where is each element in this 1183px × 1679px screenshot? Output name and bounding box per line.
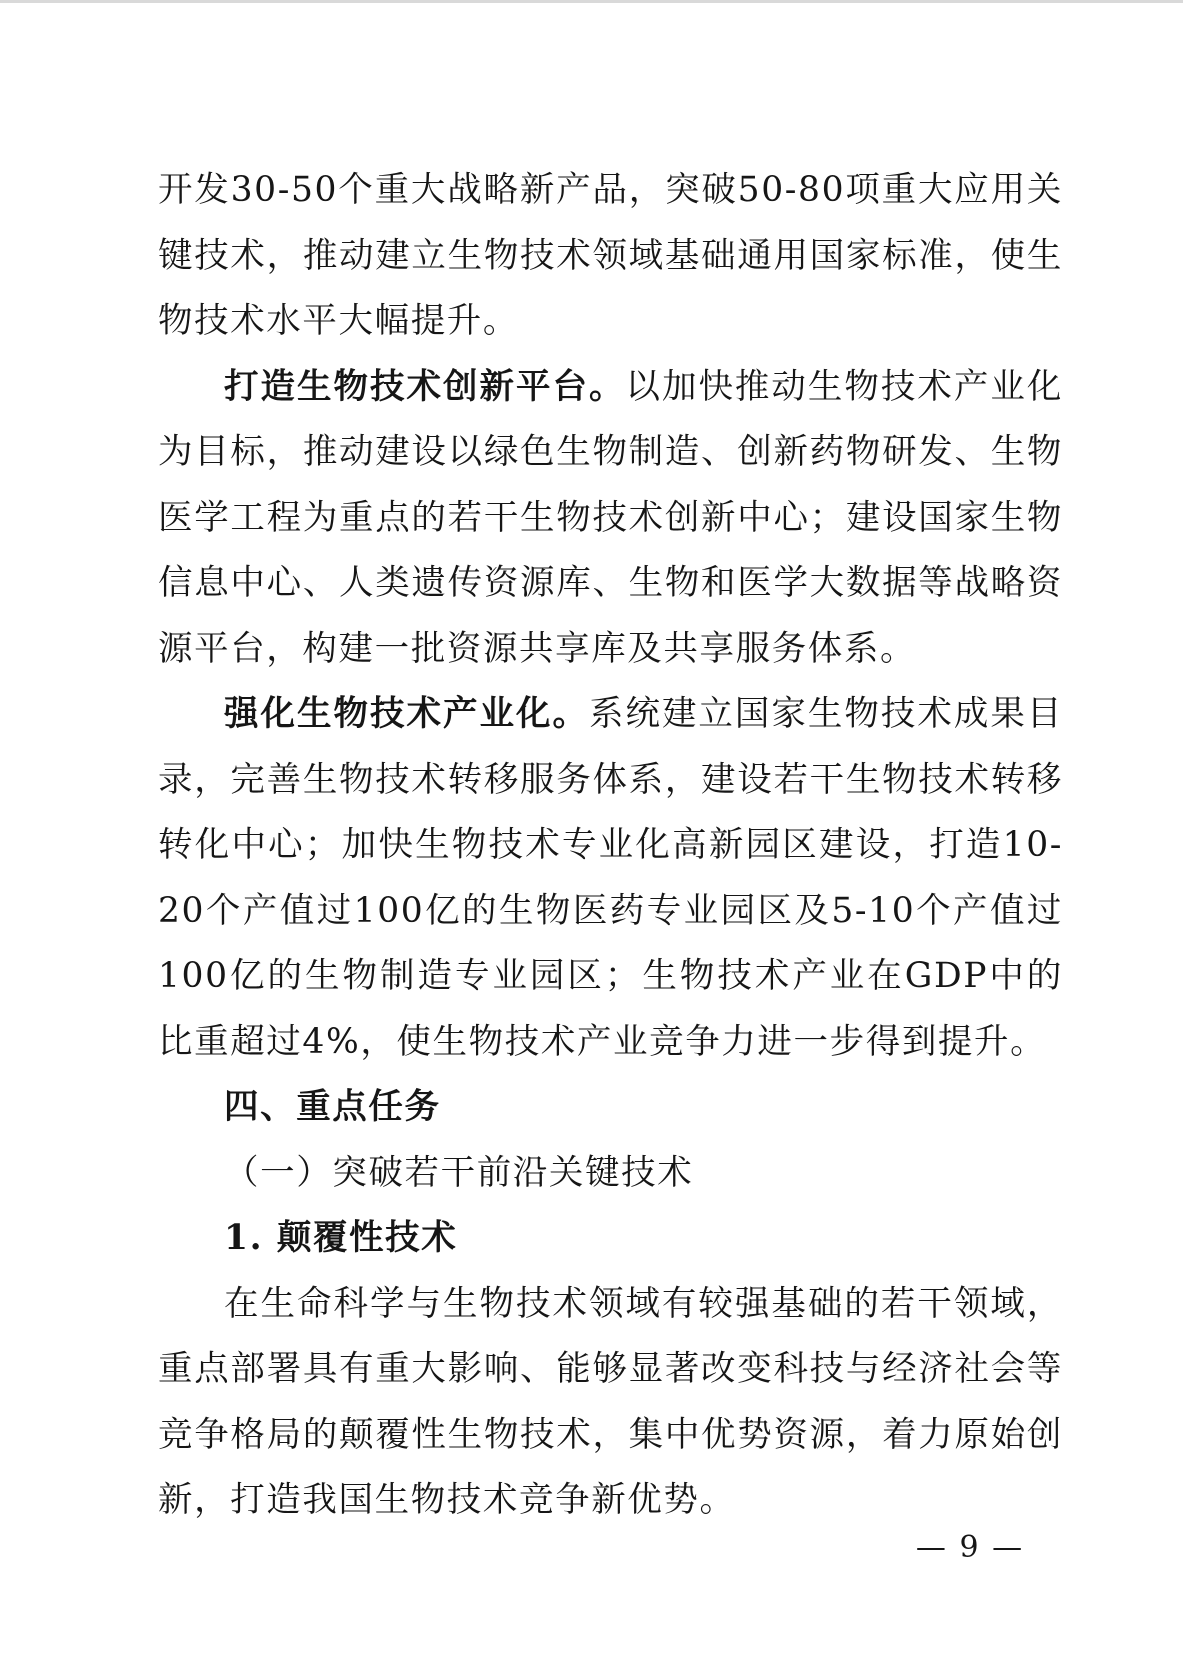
item-heading: 1. 颠覆性技术 — [224, 1218, 458, 1258]
page-number: — 9 — — [915, 1530, 1025, 1565]
page-top-edge — [0, 0, 1183, 3]
paragraph-industrialization — [158, 682, 1063, 1075]
document-body — [158, 158, 1063, 1534]
paragraph-goals: 开发30-50个重大战略新产品，突破50-80项重大应用关键技术，推动建立生物技术领域基础通用国家标准，使生物技术水平大幅提升。 — [158, 170, 1063, 341]
paragraph-text-innovation-platform: 以加快推动生物技术产业化为目标，推动建设以绿色生物制造、创新药物研发、生物医学工程为重点的若干生物技术创新中心；建设国家生物信息中心、人类遗传资源库、生物和医学大数据等战略资源平台，构建一批资源共享库及共享服务体系。 — [158, 366, 1063, 669]
section-heading: 四、重点任务 — [224, 1087, 441, 1127]
paragraph-lead-innovation-platform: 打造生物技术创新平台。 — [224, 366, 626, 407]
paragraph-lead-industrialization: 强化生物技术产业化。 — [224, 694, 589, 734]
paragraph-innovation-platform — [158, 355, 1063, 683]
paragraph-disruptive-tech: 在生命科学与生物技术领域有较强基础的若干领域，重点部署具有重大影响、能够显著改变科技与经济社会等竞争格局的颠覆性生物技术，集中优势资源，着力原始创新，打造我国生物技术竞争新优势。 — [158, 1283, 1063, 1520]
subsection-heading: （一）突破若干前沿关键技术 — [224, 1152, 694, 1193]
paragraph-text-industrialization: 系统建立国家生物技术成果目录，完善生物技术转移服务体系，建设若干生物技术转移转化中心；加快生物技术专业化高新园区建设，打造10-20个产值过100亿的生物医药专业园区及5-10个产值过100亿的生物制造专业园区；生物技术产业在GDP中的比重超过4%，使生物技术产业竞争力进一步得到提升。 — [158, 694, 1063, 1062]
